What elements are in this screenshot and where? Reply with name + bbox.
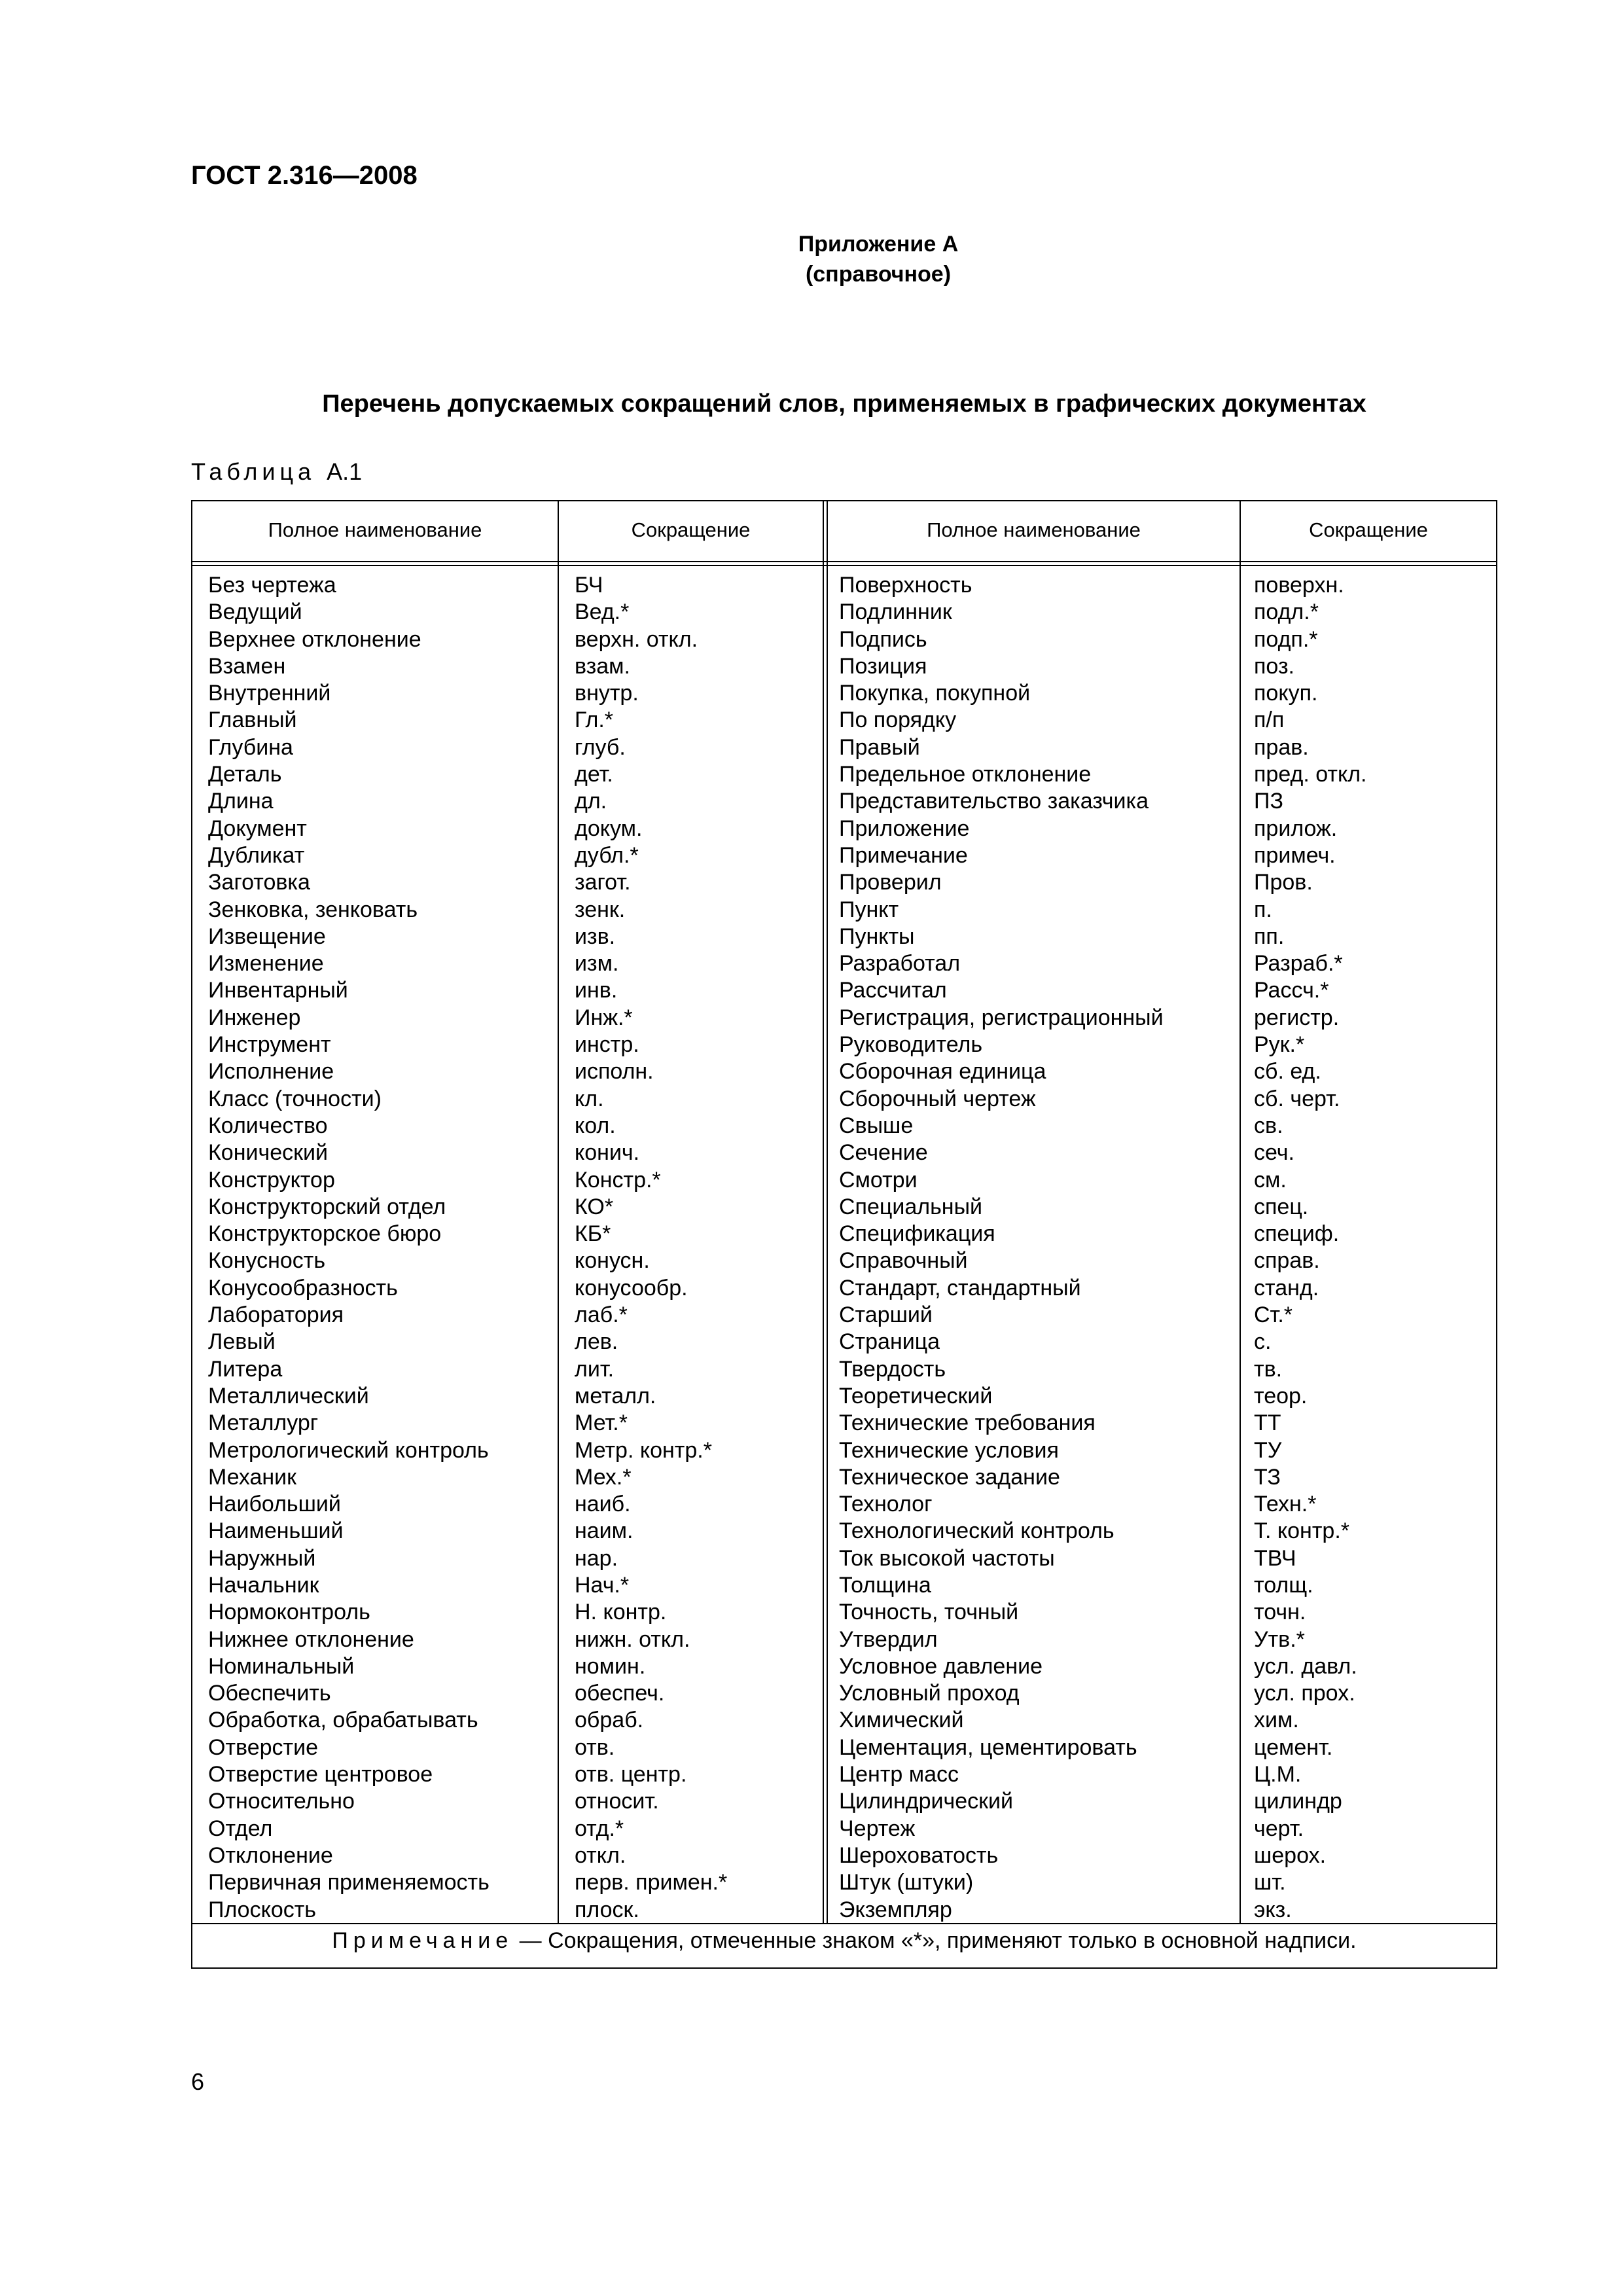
header-divider-double bbox=[192, 565, 1496, 566]
cell-full-name: Класс (точности) bbox=[208, 1086, 382, 1111]
cell-abbreviation-2: Рук.* bbox=[1254, 1032, 1305, 1058]
table-row bbox=[192, 977, 1496, 1004]
cell-abbreviation: кол. bbox=[575, 1113, 616, 1138]
table-row bbox=[192, 1302, 1496, 1329]
cell-full-name: Металлург bbox=[208, 1410, 319, 1436]
cell-abbreviation-2: спец. bbox=[1254, 1194, 1309, 1219]
cell-full-name: Дубликат bbox=[208, 842, 305, 868]
cell-abbreviation: конич. bbox=[575, 1140, 640, 1166]
cell-abbreviation: инв. bbox=[575, 978, 618, 1003]
table-row bbox=[192, 1869, 1496, 1896]
cell-abbreviation-2: пп. bbox=[1254, 924, 1285, 949]
table-row bbox=[192, 572, 1496, 599]
cell-full-name: Нормоконтроль bbox=[208, 1600, 370, 1625]
cell-full-name-2: Приложение bbox=[839, 816, 970, 841]
table-row bbox=[192, 1031, 1496, 1058]
column-header-full-name-2: Полное наименование bbox=[927, 518, 1141, 541]
cell-abbreviation: отв. центр. bbox=[575, 1762, 687, 1787]
cell-full-name: Деталь bbox=[208, 762, 282, 787]
cell-abbreviation-2: усл. давл. bbox=[1254, 1653, 1357, 1679]
cell-abbreviation: нижн. откл. bbox=[575, 1626, 690, 1652]
cell-full-name-2: Позиция bbox=[839, 653, 927, 679]
cell-abbreviation-2: Утв.* bbox=[1254, 1626, 1305, 1652]
cell-full-name: Глубина bbox=[208, 734, 293, 760]
cell-abbreviation: откл. bbox=[575, 1842, 626, 1868]
cell-abbreviation: кл. bbox=[575, 1086, 604, 1111]
table-row bbox=[192, 1275, 1496, 1302]
cell-full-name: Наибольший bbox=[208, 1492, 341, 1517]
cell-full-name: Нижнее отклонение bbox=[208, 1626, 414, 1652]
cell-full-name-2: Технологический контроль bbox=[839, 1518, 1115, 1544]
cell-full-name-2: Проверил bbox=[839, 870, 942, 895]
appendix-title: Приложение А bbox=[798, 232, 959, 257]
cell-abbreviation-2: покуп. bbox=[1254, 681, 1318, 706]
standard-number: ГОСТ 2.316—2008 bbox=[191, 161, 418, 190]
table-row bbox=[192, 1680, 1496, 1707]
cell-abbreviation-2: поз. bbox=[1254, 653, 1294, 679]
cell-full-name-2: Сечение bbox=[839, 1140, 928, 1166]
cell-abbreviation: Нач.* bbox=[575, 1572, 630, 1598]
cell-abbreviation-2: ТТ bbox=[1254, 1410, 1281, 1436]
table-row bbox=[192, 1545, 1496, 1572]
table-row bbox=[192, 1383, 1496, 1410]
cell-full-name-2: Подпись bbox=[839, 626, 927, 652]
cell-full-name-2: Технические требования bbox=[839, 1410, 1096, 1436]
table-row bbox=[192, 788, 1496, 815]
cell-abbreviation: докум. bbox=[575, 816, 643, 841]
cell-full-name: Главный bbox=[208, 708, 297, 733]
table-row bbox=[192, 842, 1496, 869]
table-row bbox=[192, 816, 1496, 842]
cell-full-name-2: Предельное отклонение bbox=[839, 762, 1092, 787]
table-row bbox=[192, 1194, 1496, 1221]
cell-full-name: Метрологический контроль bbox=[208, 1437, 489, 1463]
cell-full-name-2: Спецификация bbox=[839, 1221, 995, 1247]
cell-full-name-2: Пункты bbox=[839, 924, 915, 949]
cell-full-name: Отклонение bbox=[208, 1842, 333, 1868]
cell-full-name-2: Точность, точный bbox=[839, 1600, 1019, 1625]
cell-abbreviation-2: Т. контр.* bbox=[1254, 1518, 1349, 1544]
table-body bbox=[192, 572, 1496, 1924]
cell-full-name: Относительно bbox=[208, 1789, 355, 1814]
table-row bbox=[192, 1599, 1496, 1626]
cell-abbreviation-2: шерох. bbox=[1254, 1842, 1327, 1868]
cell-full-name-2: Покупка, покупной bbox=[839, 681, 1031, 706]
cell-abbreviation: Гл.* bbox=[575, 708, 614, 733]
table-row bbox=[192, 1491, 1496, 1518]
cell-full-name: Исполнение bbox=[208, 1059, 334, 1085]
cell-abbreviation-2: тв. bbox=[1254, 1356, 1283, 1382]
cell-abbreviation-2: прав. bbox=[1254, 734, 1309, 760]
cell-full-name-2: Теоретический bbox=[839, 1383, 993, 1408]
cell-full-name: Конический bbox=[208, 1140, 328, 1166]
cell-abbreviation-2: Ц.М. bbox=[1254, 1762, 1302, 1787]
table-row bbox=[192, 653, 1496, 680]
cell-full-name: Конструкторский отдел bbox=[208, 1194, 446, 1219]
cell-abbreviation: номин. bbox=[575, 1653, 646, 1679]
cell-abbreviation-2: поверхн. bbox=[1254, 573, 1344, 598]
cell-abbreviation: взам. bbox=[575, 653, 630, 679]
cell-full-name: Левый bbox=[208, 1329, 276, 1355]
table-row bbox=[192, 1005, 1496, 1031]
cell-full-name-2: Твердость bbox=[839, 1356, 946, 1382]
cell-full-name: Отверстие bbox=[208, 1734, 318, 1760]
cell-full-name: Наименьший bbox=[208, 1518, 344, 1544]
cell-abbreviation: глуб. bbox=[575, 734, 626, 760]
table-caption bbox=[191, 458, 362, 486]
table-note-label: Примечание bbox=[332, 1928, 514, 1953]
cell-abbreviation-2: регистр. bbox=[1254, 1005, 1340, 1030]
cell-abbreviation-2: подл.* bbox=[1254, 600, 1319, 625]
cell-full-name: Обработка, обрабатывать bbox=[208, 1708, 478, 1733]
table-row bbox=[192, 761, 1496, 788]
cell-full-name-2: Примечание bbox=[839, 842, 968, 868]
table-row bbox=[192, 1410, 1496, 1437]
cell-abbreviation: КБ* bbox=[575, 1221, 611, 1247]
cell-abbreviation-2: Техн.* bbox=[1254, 1492, 1317, 1517]
cell-abbreviation-2: ПЗ bbox=[1254, 789, 1283, 814]
cell-full-name: Номинальный bbox=[208, 1653, 355, 1679]
table-row bbox=[192, 1464, 1496, 1491]
table-row bbox=[192, 1707, 1496, 1734]
cell-full-name-2: Технолог bbox=[839, 1492, 933, 1517]
note-divider bbox=[192, 1923, 1496, 1924]
column-header-abbreviation: Сокращение bbox=[631, 518, 751, 541]
cell-full-name: Механик bbox=[208, 1464, 297, 1490]
cell-abbreviation-2: специф. bbox=[1254, 1221, 1340, 1247]
cell-abbreviation-2: сб. ед. bbox=[1254, 1059, 1321, 1085]
cell-full-name: Металлический bbox=[208, 1383, 369, 1408]
table-row bbox=[192, 626, 1496, 653]
table-note bbox=[192, 1928, 1496, 1954]
cell-full-name-2: Рассчитал bbox=[839, 978, 947, 1003]
cell-full-name-2: Старший bbox=[839, 1302, 933, 1328]
cell-abbreviation-2: станд. bbox=[1254, 1275, 1319, 1300]
table-row bbox=[192, 1761, 1496, 1788]
table-row bbox=[192, 707, 1496, 734]
cell-abbreviation-2: п. bbox=[1254, 897, 1272, 922]
cell-abbreviation: лаб.* bbox=[575, 1302, 628, 1328]
cell-full-name-2: Поверхность bbox=[839, 573, 972, 598]
cell-abbreviation-2: Разраб.* bbox=[1254, 951, 1343, 977]
cell-abbreviation: БЧ bbox=[575, 573, 603, 598]
cell-full-name-2: Штук (штуки) bbox=[839, 1870, 974, 1895]
cell-full-name-2: Толщина bbox=[839, 1572, 931, 1598]
appendix-type: (справочное) bbox=[805, 262, 952, 287]
table-row bbox=[192, 1788, 1496, 1815]
cell-abbreviation-2: цемент. bbox=[1254, 1734, 1333, 1760]
cell-full-name-2: Условное давление bbox=[839, 1653, 1043, 1679]
cell-full-name-2: По порядку bbox=[839, 708, 957, 733]
cell-abbreviation: отв. bbox=[575, 1734, 615, 1760]
cell-full-name-2: Технические условия bbox=[839, 1437, 1059, 1463]
cell-full-name: Верхнее отклонение bbox=[208, 626, 421, 652]
table-row bbox=[192, 1247, 1496, 1274]
table-row bbox=[192, 897, 1496, 924]
cell-abbreviation-2: цилиндр bbox=[1254, 1789, 1342, 1814]
column-header-abbreviation-2: Сокращение bbox=[1309, 518, 1428, 541]
cell-abbreviation-2: точн. bbox=[1254, 1600, 1306, 1625]
cell-full-name-2: Правый bbox=[839, 734, 920, 760]
cell-abbreviation: обраб. bbox=[575, 1708, 644, 1733]
cell-full-name-2: Шероховатость bbox=[839, 1842, 999, 1868]
cell-full-name-2: Представительство заказчика bbox=[839, 789, 1149, 814]
cell-full-name-2: Цилиндрический bbox=[839, 1789, 1013, 1814]
cell-full-name: Заготовка bbox=[208, 870, 310, 895]
cell-abbreviation-2: шт. bbox=[1254, 1870, 1286, 1895]
cell-full-name-2: Экземпляр bbox=[839, 1897, 952, 1922]
cell-abbreviation-2: сеч. bbox=[1254, 1140, 1294, 1166]
cell-full-name: Ведущий bbox=[208, 600, 302, 625]
table-row bbox=[192, 1518, 1496, 1545]
cell-abbreviation-2: ТЗ bbox=[1254, 1464, 1281, 1490]
cell-abbreviation: конусообр. bbox=[575, 1275, 688, 1300]
cell-full-name: Отверстие центровое bbox=[208, 1762, 433, 1787]
cell-full-name-2: Смотри bbox=[839, 1167, 918, 1193]
cell-abbreviation-2: св. bbox=[1254, 1113, 1283, 1138]
cell-abbreviation-2: с. bbox=[1254, 1329, 1272, 1355]
cell-full-name-2: Техническое задание bbox=[839, 1464, 1060, 1490]
cell-full-name: Литера bbox=[208, 1356, 283, 1382]
cell-full-name: Плоскость bbox=[208, 1897, 317, 1922]
cell-abbreviation-2: черт. bbox=[1254, 1816, 1304, 1841]
cell-full-name: Конусообразность bbox=[208, 1275, 398, 1300]
cell-full-name-2: Сборочный чертеж bbox=[839, 1086, 1036, 1111]
header-divider bbox=[192, 561, 1496, 562]
page-number: 6 bbox=[191, 2068, 205, 2095]
cell-abbreviation: исполн. bbox=[575, 1059, 654, 1085]
cell-abbreviation: конусн. bbox=[575, 1248, 650, 1274]
cell-abbreviation: изм. bbox=[575, 951, 619, 977]
cell-abbreviation: зенк. bbox=[575, 897, 626, 922]
table-row bbox=[192, 1816, 1496, 1842]
cell-full-name-2: Страница bbox=[839, 1329, 940, 1355]
cell-full-name: Извещение bbox=[208, 924, 326, 949]
cell-full-name-2: Утвердил bbox=[839, 1626, 938, 1652]
cell-abbreviation: наим. bbox=[575, 1518, 633, 1544]
cell-full-name: Зенковка, зенковать bbox=[208, 897, 418, 922]
cell-full-name: Без чертежа bbox=[208, 573, 336, 598]
cell-full-name: Инвентарный bbox=[208, 978, 348, 1003]
cell-abbreviation: Мет.* bbox=[575, 1410, 628, 1436]
table-row bbox=[192, 924, 1496, 950]
cell-full-name: Инструмент bbox=[208, 1032, 331, 1058]
table-row bbox=[192, 1058, 1496, 1085]
cell-abbreviation: КО* bbox=[575, 1194, 614, 1219]
cell-abbreviation-2: примеч. bbox=[1254, 842, 1336, 868]
cell-abbreviation: отд.* bbox=[575, 1816, 624, 1841]
table-row bbox=[192, 1626, 1496, 1653]
cell-abbreviation: внутр. bbox=[575, 681, 639, 706]
table-row bbox=[192, 950, 1496, 977]
cell-abbreviation-2: Рассч.* bbox=[1254, 978, 1329, 1003]
cell-full-name-2: Специальный bbox=[839, 1194, 983, 1219]
cell-full-name: Лаборатория bbox=[208, 1302, 344, 1328]
cell-full-name-2: Центр масс bbox=[839, 1762, 959, 1787]
table-row bbox=[192, 869, 1496, 896]
cell-abbreviation-2: ТУ bbox=[1254, 1437, 1282, 1463]
cell-full-name: Взамен bbox=[208, 653, 286, 679]
cell-full-name-2: Разработал bbox=[839, 951, 961, 977]
table-row bbox=[192, 1113, 1496, 1139]
cell-full-name: Отдел bbox=[208, 1816, 273, 1841]
cell-abbreviation: Вед.* bbox=[575, 600, 630, 625]
column-header-full-name: Полное наименование bbox=[268, 518, 482, 541]
cell-abbreviation: Мех.* bbox=[575, 1464, 632, 1490]
table-row bbox=[192, 1734, 1496, 1761]
cell-abbreviation: металл. bbox=[575, 1383, 656, 1408]
cell-abbreviation: лит. bbox=[575, 1356, 615, 1382]
cell-abbreviation-2: экз. bbox=[1254, 1897, 1292, 1922]
cell-abbreviation-2: ТВЧ bbox=[1254, 1545, 1296, 1571]
cell-full-name: Длина bbox=[208, 789, 274, 814]
cell-abbreviation: дубл.* bbox=[575, 842, 639, 868]
page-heading: Перечень допускаемых сокращений слов, применяемых в графических документах bbox=[322, 390, 1366, 418]
cell-abbreviation-2: Пров. bbox=[1254, 870, 1313, 895]
table-caption-number: А.1 bbox=[327, 458, 363, 485]
cell-abbreviation-2: теор. bbox=[1254, 1383, 1308, 1408]
table-row bbox=[192, 1139, 1496, 1166]
cell-abbreviation-2: усл. прох. bbox=[1254, 1681, 1355, 1706]
cell-full-name-2: Подлинник bbox=[839, 600, 952, 625]
table-row bbox=[192, 599, 1496, 626]
cell-abbreviation-2: см. bbox=[1254, 1167, 1287, 1193]
cell-abbreviation: дл. bbox=[575, 789, 607, 814]
cell-abbreviation: обеспеч. bbox=[575, 1681, 665, 1706]
table-note-text: — Сокращения, отмеченные знаком «*», применяют только в основной надписи. bbox=[513, 1928, 1357, 1953]
cell-full-name: Внутренний bbox=[208, 681, 331, 706]
cell-abbreviation-2: хим. bbox=[1254, 1708, 1299, 1733]
abbreviations-table bbox=[191, 500, 1497, 1969]
table-row bbox=[192, 734, 1496, 761]
cell-full-name: Начальник bbox=[208, 1572, 319, 1598]
table-row bbox=[192, 1086, 1496, 1113]
cell-full-name-2: Ток высокой частоты bbox=[839, 1545, 1055, 1571]
cell-full-name-2: Условный проход bbox=[839, 1681, 1020, 1706]
cell-abbreviation: лев. bbox=[575, 1329, 618, 1355]
cell-full-name-2: Чертеж bbox=[839, 1816, 916, 1841]
cell-full-name: Конструкторское бюро bbox=[208, 1221, 442, 1247]
cell-full-name-2: Химический bbox=[839, 1708, 964, 1733]
cell-abbreviation-2: прилож. bbox=[1254, 816, 1338, 841]
cell-abbreviation: плоск. bbox=[575, 1897, 639, 1922]
cell-full-name-2: Свыше bbox=[839, 1113, 914, 1138]
cell-abbreviation: верхн. откл. bbox=[575, 626, 698, 652]
cell-abbreviation: инстр. bbox=[575, 1032, 639, 1058]
cell-abbreviation: дет. bbox=[575, 762, 613, 787]
cell-full-name-2: Цементация, цементировать bbox=[839, 1734, 1137, 1760]
cell-abbreviation: перв. примен.* bbox=[575, 1870, 728, 1895]
cell-abbreviation: относит. bbox=[575, 1789, 659, 1814]
cell-abbreviation: наиб. bbox=[575, 1492, 631, 1517]
table-row bbox=[192, 1572, 1496, 1599]
cell-full-name: Конструктор bbox=[208, 1167, 335, 1193]
table-row bbox=[192, 1437, 1496, 1464]
cell-full-name: Конусность bbox=[208, 1248, 326, 1274]
table-row bbox=[192, 1653, 1496, 1680]
cell-full-name: Инженер bbox=[208, 1005, 301, 1030]
table-row bbox=[192, 1329, 1496, 1355]
cell-full-name: Первичная применяемость bbox=[208, 1870, 490, 1895]
cell-abbreviation: Констр.* bbox=[575, 1167, 661, 1193]
cell-abbreviation: загот. bbox=[575, 870, 631, 895]
table-caption-label: Таблица bbox=[191, 458, 316, 485]
cell-full-name-2: Сборочная единица bbox=[839, 1059, 1046, 1085]
cell-abbreviation: нар. bbox=[575, 1545, 618, 1571]
table-row bbox=[192, 1356, 1496, 1383]
table-row bbox=[192, 1167, 1496, 1194]
cell-abbreviation: Н. контр. bbox=[575, 1600, 667, 1625]
cell-full-name-2: Пункт bbox=[839, 897, 899, 922]
cell-full-name: Наружный bbox=[208, 1545, 316, 1571]
table-row bbox=[192, 1897, 1496, 1924]
cell-abbreviation: изв. bbox=[575, 924, 616, 949]
cell-full-name: Количество bbox=[208, 1113, 328, 1138]
cell-full-name-2: Справочный bbox=[839, 1248, 968, 1274]
cell-abbreviation-2: Ст.* bbox=[1254, 1302, 1293, 1328]
cell-abbreviation-2: пред. откл. bbox=[1254, 762, 1367, 787]
cell-full-name: Обеспечить bbox=[208, 1681, 331, 1706]
cell-abbreviation: Инж.* bbox=[575, 1005, 633, 1030]
cell-full-name-2: Руководитель bbox=[839, 1032, 983, 1058]
cell-abbreviation-2: справ. bbox=[1254, 1248, 1320, 1274]
cell-full-name: Документ bbox=[208, 816, 307, 841]
cell-abbreviation-2: подп.* bbox=[1254, 626, 1318, 652]
table-row bbox=[192, 1221, 1496, 1247]
table-row bbox=[192, 1842, 1496, 1869]
cell-full-name-2: Стандарт, стандартный bbox=[839, 1275, 1081, 1300]
cell-full-name: Изменение bbox=[208, 951, 324, 977]
cell-abbreviation-2: толщ. bbox=[1254, 1572, 1313, 1598]
cell-abbreviation-2: сб. черт. bbox=[1254, 1086, 1340, 1111]
table-row bbox=[192, 680, 1496, 707]
cell-full-name-2: Регистрация, регистрационный bbox=[839, 1005, 1164, 1030]
cell-abbreviation: Метр. контр.* bbox=[575, 1437, 712, 1463]
cell-abbreviation-2: п/п bbox=[1254, 708, 1285, 733]
